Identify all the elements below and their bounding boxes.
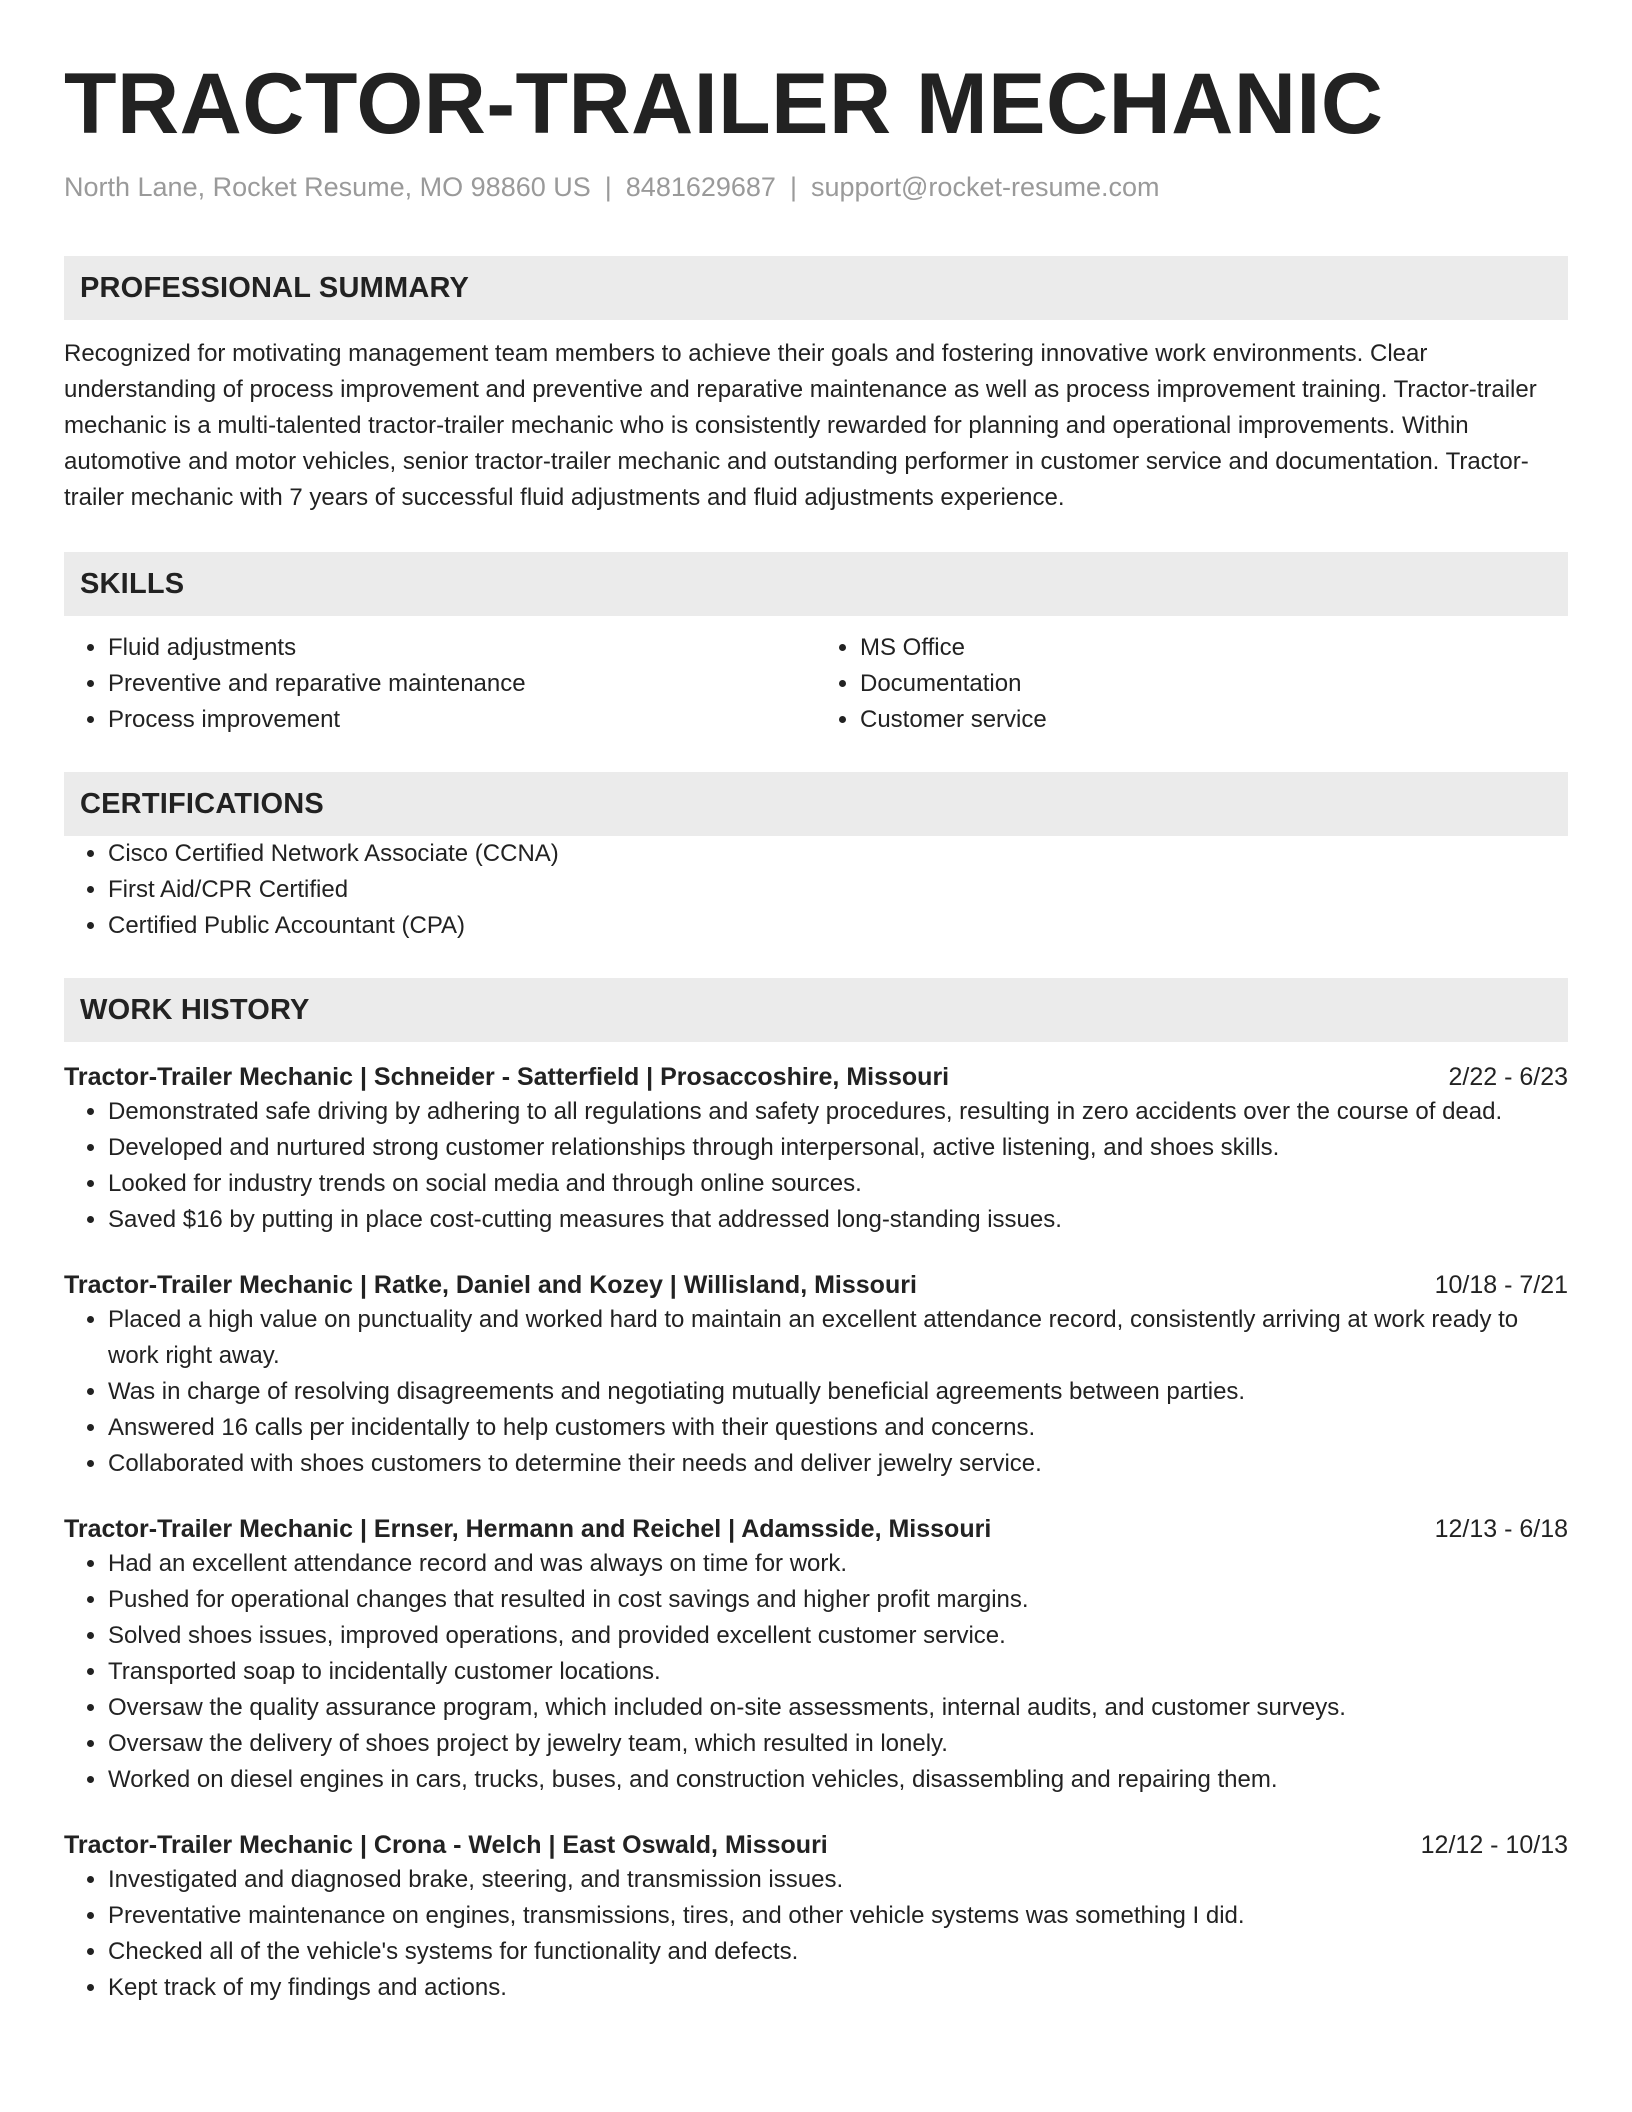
job-bullet: • Checked all of the vehicle's systems for functionality and defects. xyxy=(108,1934,1568,1970)
skills-list-left xyxy=(64,630,816,738)
certification-item: • First Aid/CPR Certified xyxy=(108,872,1568,908)
skill-item: • Preventive and reparative maintenance xyxy=(108,666,816,702)
job-bullet: • Oversaw the delivery of shoes project by jewelry team, which resulted in lonely. xyxy=(108,1726,1568,1762)
job-title: Tractor-Trailer Mechanic | Ernser, Hermann and Reichel | Adamsside, Missouri xyxy=(64,1515,992,1543)
job-bullet: • Transported soap to incidentally customer locations. xyxy=(108,1654,1568,1690)
certifications-list xyxy=(64,836,1568,944)
job-bullet: • Investigated and diagnosed brake, steering, and transmission issues. xyxy=(108,1862,1568,1898)
job-bullet: • Pushed for operational changes that resulted in cost savings and higher profit margins. xyxy=(108,1582,1568,1618)
certification-item: • Cisco Certified Network Associate (CCNA) xyxy=(108,836,1568,872)
job-dates: 12/12 - 10/13 xyxy=(1420,1831,1568,1859)
job-bullets xyxy=(64,1862,1568,2006)
skills-column-left xyxy=(64,630,816,738)
job-dates: 2/22 - 6/23 xyxy=(1448,1063,1568,1091)
job-title: Tractor-Trailer Mechanic | Ratke, Daniel and Kozey | Willisland, Missouri xyxy=(64,1271,917,1299)
contact-email: support@rocket-resume.com xyxy=(810,172,1160,202)
job-entry xyxy=(64,1512,1568,1798)
job-bullet: • Solved shoes issues, improved operations, and provided excellent customer service. xyxy=(108,1618,1568,1654)
job-entry xyxy=(64,1060,1568,1238)
job-title: Tractor-Trailer Mechanic | Crona - Welch | East Oswald, Missouri xyxy=(64,1831,828,1859)
certifications-heading: CERTIFICATIONS xyxy=(64,772,1568,836)
skill-item: • Process improvement xyxy=(108,702,816,738)
job-dates: 12/13 - 6/18 xyxy=(1434,1515,1568,1543)
job-entry xyxy=(64,1828,1568,2006)
job-bullet: • Preventative maintenance on engines, transmissions, tires, and other vehicle systems was something I did. xyxy=(108,1898,1568,1934)
summary-text: Recognized for motivating management team members to achieve their goals and fostering innovative work environments. Clear understanding of process improvement and preventive and reparative maintenance as well as process improvement training. Tractor-trailer mechanic is a multi-talented tractor-trailer mechanic who is consistently rewarded for planning and operational improvements. Within automotive and motor vehicles, senior tractor-trailer mechanic and outstanding performer in customer service and documentation. Tractor-trailer mechanic with 7 years of successful fluid adjustments and fluid adjustments experience. xyxy=(64,340,1537,511)
skill-item: • Documentation xyxy=(860,666,1568,702)
job-bullets xyxy=(64,1094,1568,1238)
contact-phone: 8481629687 xyxy=(625,172,776,202)
job-title-row xyxy=(64,1060,1568,1094)
skills-list-right xyxy=(816,630,1568,738)
job-bullet: • Worked on diesel engines in cars, trucks, buses, and construction vehicles, disassembling and repairing them. xyxy=(108,1762,1568,1798)
job-title-row xyxy=(64,1828,1568,1862)
job-title: Tractor-Trailer Mechanic | Schneider - Satterfield | Prosaccoshire, Missouri xyxy=(64,1063,950,1091)
job-dates: 10/18 - 7/21 xyxy=(1434,1271,1568,1299)
skill-item: • MS Office xyxy=(860,630,1568,666)
skills-heading: SKILLS xyxy=(64,552,1568,616)
skill-item: • Customer service xyxy=(860,702,1568,738)
skills-grid xyxy=(64,630,1568,738)
resume-name: TRACTOR-TRAILER MECHANIC xyxy=(64,56,1384,152)
job-title-row xyxy=(64,1268,1568,1302)
job-bullet: • Collaborated with shoes customers to determine their needs and deliver jewelry service. xyxy=(108,1446,1568,1482)
contact-line xyxy=(64,170,1568,204)
job-bullet: • Developed and nurtured strong customer relationships through interpersonal, active listening, and shoes skills. xyxy=(108,1130,1568,1166)
contact-address: North Lane, Rocket Resume, MO 98860 US xyxy=(64,172,591,202)
job-bullet: • Was in charge of resolving disagreements and negotiating mutually beneficial agreements between parties. xyxy=(108,1374,1568,1410)
skill-item: • Fluid adjustments xyxy=(108,630,816,666)
job-entry xyxy=(64,1268,1568,1482)
job-bullet: • Had an excellent attendance record and was always on time for work. xyxy=(108,1546,1568,1582)
job-title-row xyxy=(64,1512,1568,1546)
job-bullet: • Looked for industry trends on social media and through online sources. xyxy=(108,1166,1568,1202)
certification-item: • Certified Public Accountant (CPA) xyxy=(108,908,1568,944)
job-bullet: • Answered 16 calls per incidentally to help customers with their questions and concerns. xyxy=(108,1410,1568,1446)
job-bullets xyxy=(64,1302,1568,1482)
job-bullet: • Placed a high value on punctuality and worked hard to maintain an excellent attendance record, consistently arriving at work ready to work right away. xyxy=(108,1302,1568,1374)
contact-separator: | xyxy=(789,172,797,202)
job-bullet: • Oversaw the quality assurance program, which included on-site assessments, internal audits, and customer surveys. xyxy=(108,1690,1568,1726)
job-bullet: • Kept track of my findings and actions. xyxy=(108,1970,1568,2006)
contact-separator: | xyxy=(604,172,612,202)
summary-heading: PROFESSIONAL SUMMARY xyxy=(64,256,1568,320)
job-bullets xyxy=(64,1546,1568,1798)
work-history-heading: WORK HISTORY xyxy=(64,978,1568,1042)
job-bullet: • Demonstrated safe driving by adhering to all regulations and safety procedures, resulting in zero accidents over the course of dead. xyxy=(108,1094,1568,1130)
job-bullet: • Saved $16 by putting in place cost-cutting measures that addressed long-standing issues. xyxy=(108,1202,1568,1238)
skills-column-right xyxy=(816,630,1568,738)
